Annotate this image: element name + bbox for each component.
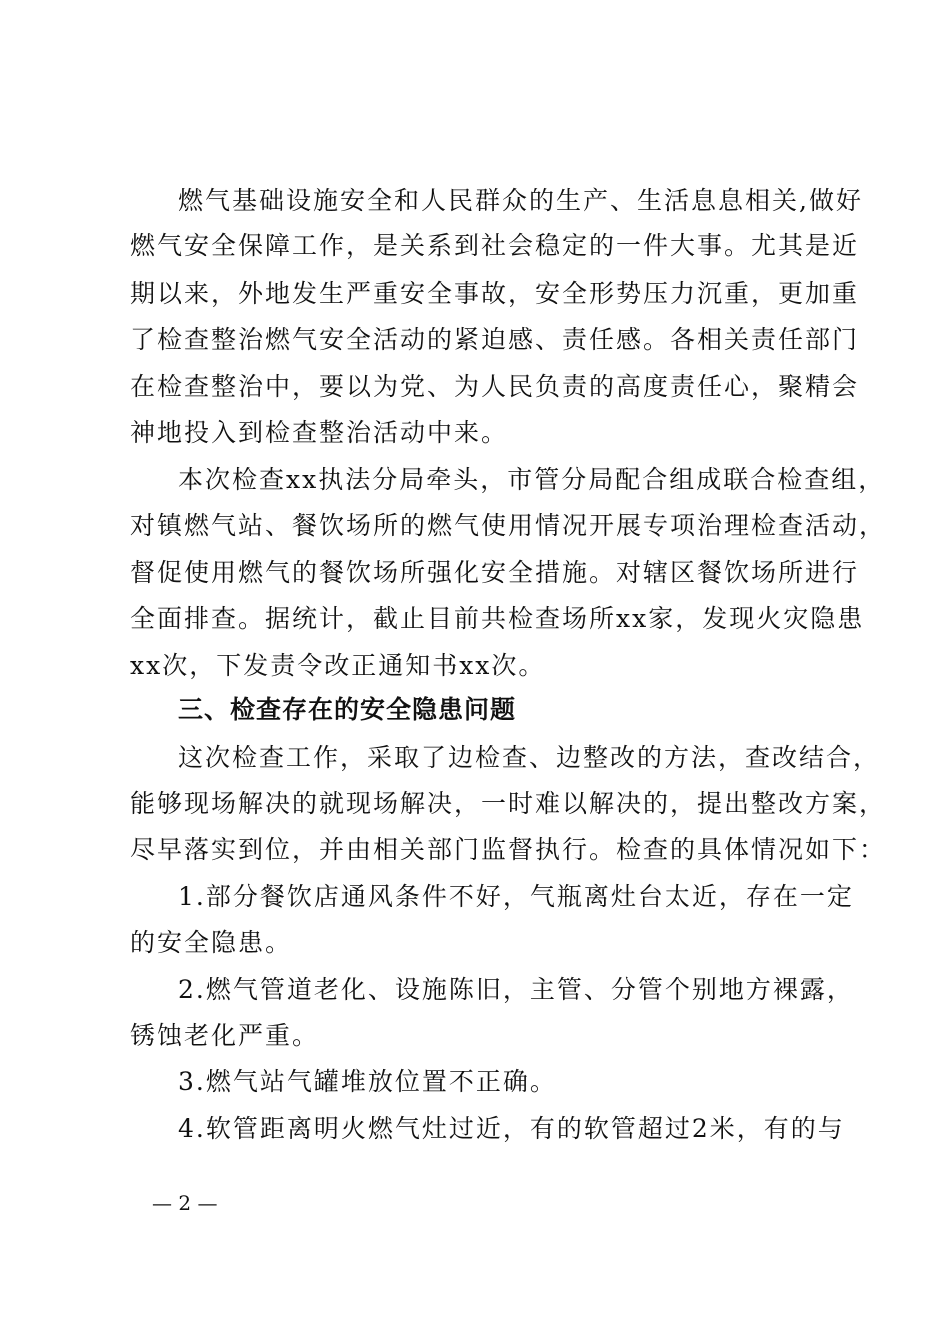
item-1-line-1: 1.部分餐饮店通风条件不好，气瓶离灶台太近，存在一定: [178, 882, 854, 911]
paragraph-1-line-2: 燃气安全保障工作，是关系到社会稳定的一件大事。尤其是近: [130, 231, 860, 260]
paragraph-1-line-6: 神地投入到检查整治活动中来。: [130, 418, 509, 447]
intro-line-2: 能够现场解决的就现场解决，一时难以解决的，提出整改方案，: [130, 789, 887, 818]
item-1-line-2: 的安全隐患。: [130, 928, 293, 957]
paragraph-2-line-3: 督促使用燃气的餐饮场所强化安全措施。对辖区餐饮场所进行: [130, 558, 860, 587]
paragraph-1-line-5: 在检查整治中，要以为党、为人民负责的高度责任心，聚精会: [130, 372, 860, 401]
paragraph-1-line-4: 了检查整治燃气安全活动的紧迫感、责任感。各相关责任部门: [130, 325, 860, 354]
paragraph-2-line-5: xx次，下发责令改正通知书xx次。: [130, 651, 546, 680]
item-4-line-1: 4.软管距离明火燃气灶过近，有的软管超过2米，有的与: [178, 1114, 845, 1143]
paragraph-2-line-4: 全面排查。据统计，截止目前共检查场所xx家，发现火灾隐患: [130, 604, 865, 633]
item-2-line-1: 2.燃气管道老化、设施陈旧，主管、分管个别地方裸露，: [178, 975, 854, 1004]
page-number: — 2 —: [152, 1191, 218, 1215]
item-2-line-2: 锈蚀老化严重。: [130, 1021, 320, 1050]
paragraph-2-line-1: 本次检查xx执法分局牵头，市管分局配合组成联合检查组，: [178, 465, 886, 494]
intro-line-1: 这次检查工作，采取了边检查、边整改的方法，查改结合，: [178, 743, 881, 772]
section-heading: 三、检查存在的安全隐患问题: [178, 695, 517, 724]
paragraph-1-line-1: 燃气基础设施安全和人民群众的生产、生活息息相关,做好: [178, 186, 863, 215]
paragraph-2-line-2: 对镇燃气站、餐饮场所的燃气使用情况开展专项治理检查活动，: [130, 511, 887, 540]
item-3-line-1: 3.燃气站气罐堆放位置不正确。: [178, 1067, 557, 1096]
paragraph-1-line-3: 期以来，外地发生严重安全事故，安全形势压力沉重，更加重: [130, 279, 860, 308]
intro-line-3: 尽早落实到位，并由相关部门监督执行。检查的具体情况如下：: [130, 835, 887, 864]
